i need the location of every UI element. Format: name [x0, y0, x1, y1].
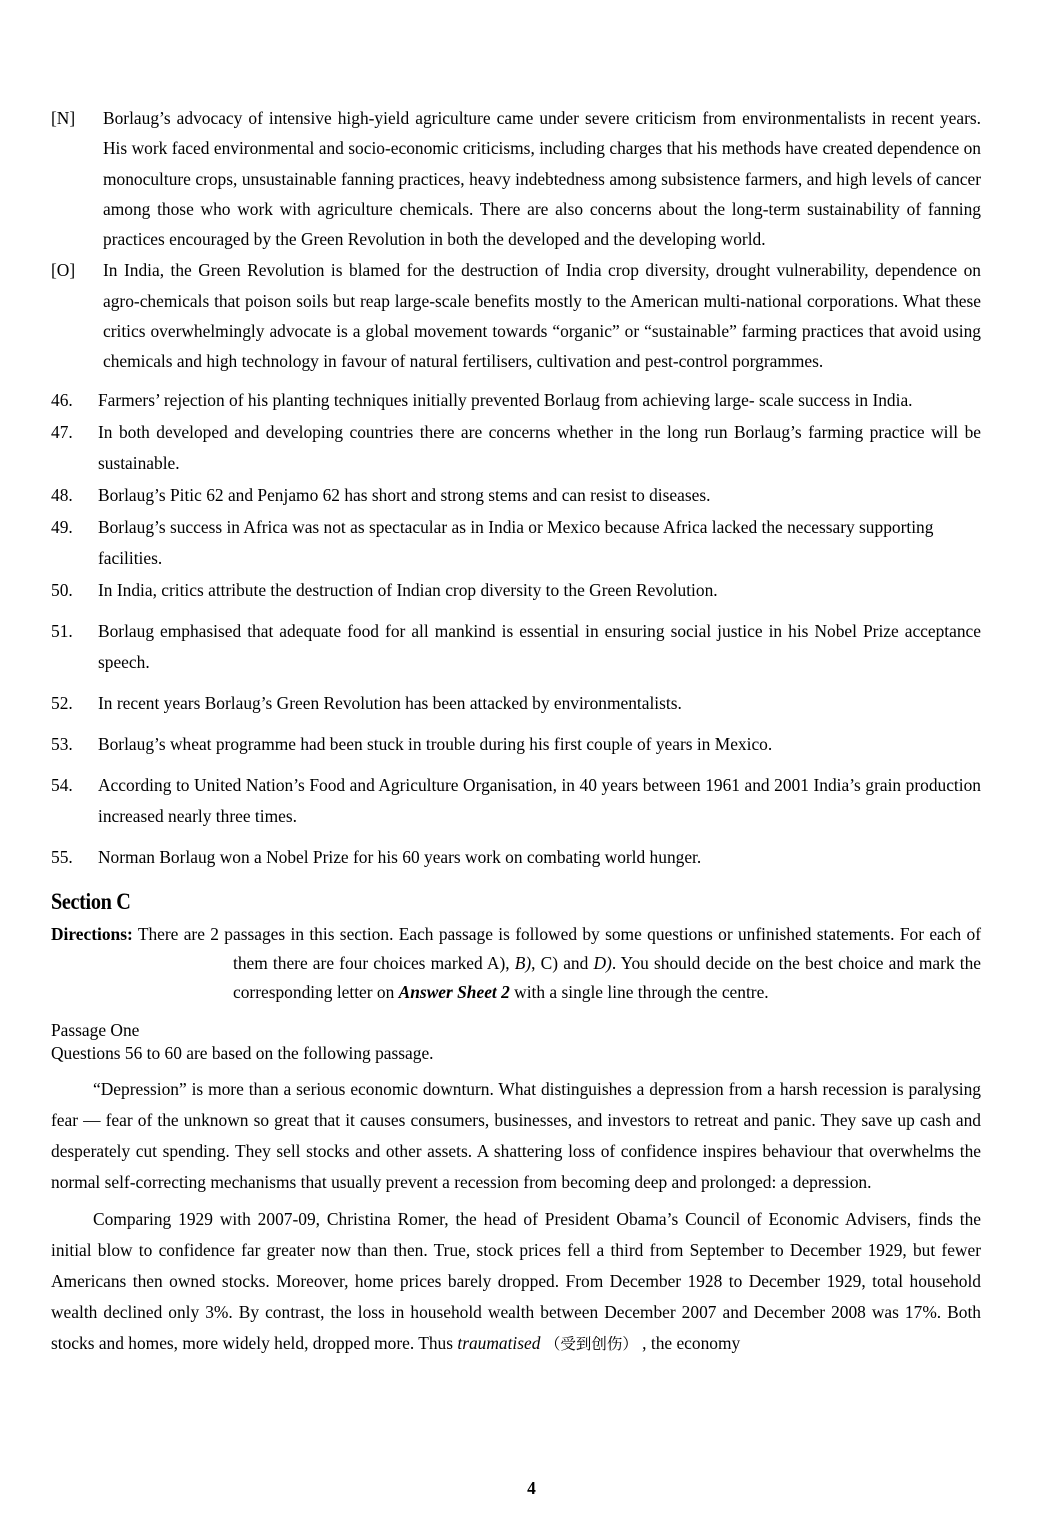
- passage-label: Passage One: [51, 1019, 140, 1040]
- passage-paragraph-2: [51, 1204, 981, 1360]
- question-text-54: According to United Nation’s Food and Agriculture Organisation, in 40 years between 1961 and 2001 India’s grain production increased nearly three times.: [98, 774, 981, 826]
- paragraph-text-o: In India, the Green Revolution is blamed for the destruction of India crop diversity, drought vulnerability, dependence on agro-chemicals that poison soils but reap large-scale benefits mostly to the American multi-national corporations. What these critics overwhelmingly advocate is a global movement towards “organic” or “sustainable” farming practices that avoid using chemicals and high technology in favour of natural fertilisers, cultivation and pest-control porgrammes.: [103, 260, 981, 372]
- directions-text-mid: , C) and: [531, 952, 594, 973]
- question-number-49: 49.: [51, 516, 73, 537]
- choice-letter-b: B): [514, 952, 532, 973]
- chinese-gloss: （受到创伤）: [544, 1334, 638, 1353]
- question-item-49: [51, 512, 981, 574]
- question-number-54: 54.: [51, 774, 73, 795]
- paragraph-text-n: Borlaug’s advocacy of intensive high-yield agriculture came under severe criticism from environmentalists in recent years. His work faced environmental and socio-economic criticisms, including charges that his methods have created dependence on monoculture crops, unsustainable fanning practices, heavy indebtedness among subsistence farmers, and high levels of cancer among those who work with agriculture chemicals. There are also concerns about the long-term sustainability of fanning practices encouraged by the Green Revolution in both the developed and the developing world.: [103, 108, 981, 250]
- passage-paragraph-2-text-a: Comparing 1929 with 2007-09, Christina Romer, the head of President Obama’s Council of Economic Advisers, finds the initial blow to confidence far greater now than then. True, stock prices fell a third from September to December 1929, but fewer Americans then owned stocks. Moreover, home prices barely dropped. From December 1928 to December 1929, total household wealth declined only 3%. By contrast, the loss in household wealth between December 2007 and December 2008 was 17%. Both stocks and homes, more widely held, dropped more. Thus: [51, 1208, 981, 1353]
- lettered-paragraph-o: [51, 255, 981, 376]
- question-statement-list: [51, 385, 981, 873]
- question-text-52: In recent years Borlaug’s Green Revolution has been attacked by environmentalists.: [98, 692, 682, 713]
- passage-paragraph-1: “Depression” is more than a serious economic downturn. What distinguishes a depression from a harsh recession is paralysing fear — fear of the unknown so great that it causes consumers, businesses, and investors to retreat and panic. They save up cash and desperately cut spending. They sell stocks and other assets. A shattering loss of confidence inspires behaviour that overwhelms the normal self-correcting mechanisms that usually prevent a recession from becoming deep and prolonged: a depression.: [51, 1078, 981, 1192]
- question-item-55: [51, 842, 981, 873]
- question-number-55: 55.: [51, 846, 73, 867]
- question-number-52: 52.: [51, 692, 73, 713]
- question-item-54: [51, 770, 981, 832]
- question-text-53: Borlaug’s wheat programme had been stuck in trouble during his first couple of years in Mexico.: [98, 733, 773, 754]
- question-number-53: 53.: [51, 733, 73, 754]
- page-content: [51, 103, 981, 1360]
- passage-questions-range: Questions 56 to 60 are based on the following passage.: [51, 1042, 434, 1063]
- question-item-46: [51, 385, 981, 416]
- answer-sheet-reference: Answer Sheet 2: [398, 981, 510, 1002]
- section-heading: Section C: [51, 888, 131, 914]
- paragraph-tag-o: [O]: [51, 260, 76, 281]
- question-item-51: [51, 616, 981, 678]
- question-item-53: [51, 729, 981, 760]
- directions-text-part1: There are 2 passages in this section. Each passage is followed by some questions or unfinished statements. For each of them there are four choices marked A),: [132, 923, 981, 973]
- question-number-47: 47.: [51, 421, 73, 442]
- directions-block: [51, 920, 981, 1007]
- question-item-47: [51, 417, 981, 479]
- page-number: 4: [527, 1478, 536, 1498]
- question-text-47: In both developed and developing countries there are concerns whether in the long run Borlaug’s farming practice will be sustainable.: [98, 421, 981, 473]
- question-number-51: 51.: [51, 620, 73, 641]
- question-number-50: 50.: [51, 579, 73, 600]
- directions-text-part2: . You should decide on the best choice and mark the corresponding letter on: [233, 952, 981, 1002]
- question-number-48: 48.: [51, 484, 73, 505]
- paragraph-tag-n: [N]: [51, 108, 76, 128]
- question-item-50: [51, 575, 981, 606]
- question-text-48: Borlaug’s Pitic 62 and Penjamo 62 has short and strong stems and can resist to diseases.: [98, 484, 711, 505]
- passage-paragraph-2-text-b: , the economy: [637, 1332, 741, 1353]
- question-text-50: In India, critics attribute the destruction of Indian crop diversity to the Green Revolution.: [98, 579, 718, 600]
- passage-header: [51, 1019, 981, 1065]
- question-item-48: [51, 480, 981, 511]
- lettered-paragraph-n: [51, 103, 981, 254]
- question-item-52: [51, 688, 981, 719]
- glossed-term: traumatised: [457, 1332, 541, 1353]
- question-number-46: 46.: [51, 389, 73, 410]
- choice-letter-d: D): [593, 952, 612, 973]
- question-text-51: Borlaug emphasised that adequate food for all mankind is essential in ensuring social justice in his Nobel Prize acceptance speech.: [98, 620, 981, 672]
- question-text-46: Farmers’ rejection of his planting techniques initially prevented Borlaug from achieving large- scale success in India.: [98, 389, 913, 410]
- directions-label: Directions:: [51, 923, 133, 944]
- question-text-55: Norman Borlaug won a Nobel Prize for his 60 years work on combating world hunger.: [98, 846, 702, 867]
- question-text-49: Borlaug’s success in Africa was not as spectacular as in India or Mexico because Africa lacked the necessary supporting facilities.: [98, 516, 934, 568]
- directions-text-part3: with a single line through the centre.: [509, 981, 769, 1002]
